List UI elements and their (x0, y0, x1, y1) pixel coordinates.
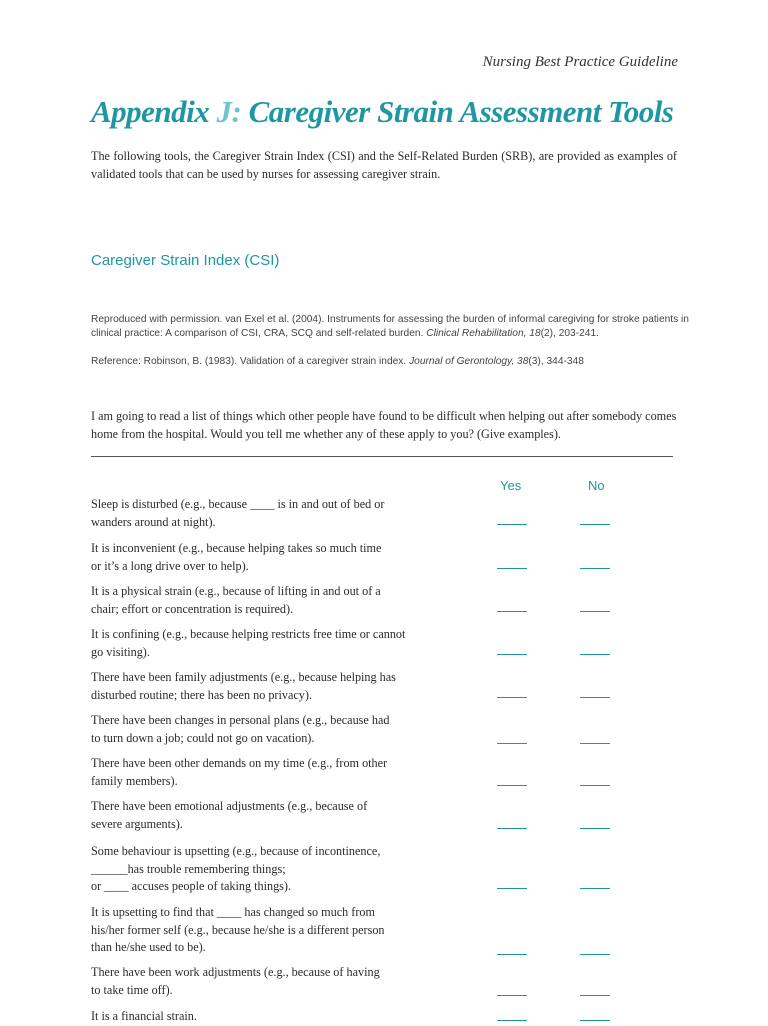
item-text-line: It is a financial strain. (91, 1009, 197, 1023)
item-text (91, 496, 451, 531)
strain-item (91, 540, 768, 580)
intro-paragraph: The following tools, the Caregiver Strain Index (CSI) and the Self-Related Burden (SRB), are provided as examples of validated tools that can be used by nurses for assessing caregiver strain. (91, 149, 677, 181)
strain-item (91, 964, 768, 1004)
no-answer-blank[interactable] (580, 828, 610, 829)
no-answer-blank[interactable] (580, 785, 610, 786)
reference-text: Reference: Robinson, B. (1983). Validation of a caregiver strain index. (91, 356, 410, 367)
item-text-line: It is upsetting to find that ____ has changed so much from (91, 905, 375, 919)
yes-answer-blank[interactable] (497, 654, 527, 655)
item-text-line: to turn down a job; could not go on vacation). (91, 730, 315, 745)
yes-answer-blank[interactable] (497, 697, 527, 698)
section-heading: Caregiver Strain Index (CSI) (91, 252, 280, 269)
item-text (91, 669, 451, 704)
item-text-line: severe arguments). (91, 816, 183, 831)
item-text-line: There have been changes in personal plans (e.g., because had (91, 713, 390, 727)
item-text-line: or it’s a long drive over to help). (91, 558, 249, 573)
no-answer-blank[interactable] (580, 524, 610, 525)
citation-tail: (2), 203-241. (540, 328, 599, 339)
citation-journal: Clinical Rehabilitation, 18 (426, 328, 541, 339)
item-text (91, 843, 451, 896)
no-answer-blank[interactable] (580, 568, 610, 569)
no-answer-blank[interactable] (580, 743, 610, 744)
column-header-yes: Yes (500, 478, 522, 493)
yes-answer-blank[interactable] (497, 785, 527, 786)
item-text (91, 626, 451, 661)
yes-answer-blank[interactable] (497, 524, 527, 525)
permission-citation (91, 313, 691, 341)
item-text-line: his/her former self (e.g., because he/she is a different person (91, 922, 385, 937)
item-text (91, 712, 451, 747)
item-text (91, 583, 451, 618)
no-answer-blank[interactable] (580, 954, 610, 955)
item-text-line: wanders around at night). (91, 514, 216, 529)
yes-answer-blank[interactable] (497, 743, 527, 744)
item-text-line: There have been family adjustments (e.g., because helping has (91, 670, 396, 684)
item-text-line: go visiting). (91, 644, 150, 659)
item-text-line: ______has trouble remembering things; (91, 861, 286, 876)
item-text-line: than he/she used to be). (91, 940, 206, 954)
reference-citation (91, 355, 691, 369)
title-appendix-letter: J: (216, 94, 242, 129)
no-answer-blank[interactable] (580, 995, 610, 996)
item-text (91, 964, 451, 999)
yes-answer-blank[interactable] (497, 828, 527, 829)
item-text-line: It is a physical strain (e.g., because of lifting in and out of a (91, 584, 381, 598)
item-text-line: It is confining (e.g., because helping restricts free time or cannot (91, 627, 406, 641)
item-text-line: disturbed routine; there has been no privacy). (91, 687, 312, 702)
strain-item (91, 496, 768, 536)
strain-item (91, 755, 768, 795)
item-text-line: Sleep is disturbed (e.g., because ____ is in and out of bed or (91, 497, 385, 511)
item-text-line: Some behaviour is upsetting (e.g., because of incontinence, (91, 844, 381, 858)
strain-item (91, 843, 768, 893)
title-prefix: Appendix (91, 94, 217, 129)
strain-item (91, 669, 768, 709)
no-answer-blank[interactable] (580, 888, 610, 889)
strain-item (91, 904, 768, 954)
yes-answer-blank[interactable] (497, 611, 527, 612)
item-text-line: chair; effort or concentration is required). (91, 601, 294, 616)
reference-journal: Journal of Gerontology, 38 (409, 356, 529, 367)
item-text (91, 904, 451, 957)
item-text (91, 540, 451, 575)
no-answer-blank[interactable] (580, 697, 610, 698)
item-text-line: It is inconvenient (e.g., because helping takes so much time (91, 541, 382, 555)
divider-rule (91, 456, 673, 457)
yes-answer-blank[interactable] (497, 568, 527, 569)
yes-answer-blank[interactable] (497, 954, 527, 955)
item-text-line: There have been work adjustments (e.g., because of having (91, 965, 380, 979)
strain-item (91, 626, 768, 666)
running-header: Nursing Best Practice Guideline (482, 54, 678, 70)
item-text-line: There have been emotional adjustments (e.g., because of (91, 799, 368, 813)
column-header-no: No (588, 478, 605, 493)
yes-answer-blank[interactable] (497, 888, 527, 889)
no-answer-blank[interactable] (580, 611, 610, 612)
instructions-paragraph: I am going to read a list of things which other people have found to be difficult when helping out after somebody comes home from the hospital. Would you tell me whether any of these apply to you? (Give examples). (91, 409, 677, 441)
yes-answer-blank[interactable] (497, 995, 527, 996)
item-text-line: There have been other demands on my time (e.g., from other (91, 756, 388, 770)
item-text (91, 1008, 451, 1026)
strain-item (91, 583, 768, 623)
yes-answer-blank[interactable] (497, 1020, 527, 1021)
item-text-line: or ____ accuses people of taking things). (91, 879, 292, 893)
no-answer-blank[interactable] (580, 1020, 610, 1021)
strain-item (91, 712, 768, 752)
strain-item (91, 798, 768, 838)
reference-tail: (3), 344-348 (528, 356, 584, 367)
page-title (91, 94, 673, 130)
title-rest: Caregiver Strain Assessment Tools (241, 94, 674, 129)
item-text (91, 755, 451, 790)
citation-text: Reproduced with permission. van Exel et al. (2004). Instruments for assessing the burden of informal caregiving for stroke patients in clinical practice: A comparison of CSI, CRA, SCQ and self-related burden. (91, 314, 689, 339)
strain-item (91, 1008, 768, 1024)
item-text (91, 798, 451, 833)
item-text-line: family members). (91, 773, 178, 788)
item-text-line: to take time off). (91, 982, 173, 997)
no-answer-blank[interactable] (580, 654, 610, 655)
